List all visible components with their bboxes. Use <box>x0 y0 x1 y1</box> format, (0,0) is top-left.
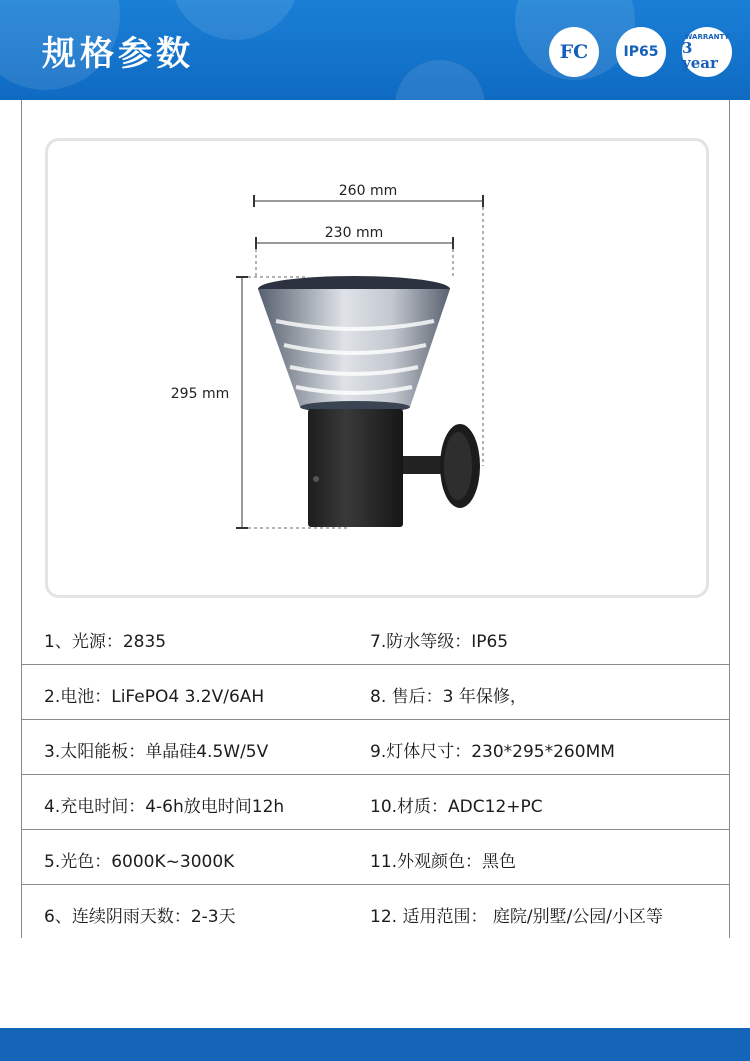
table-row <box>21 775 729 830</box>
page-footer-bar <box>0 1028 750 1061</box>
warranty-years: 3 year <box>682 39 718 72</box>
spec-waterproof: 7.防水等级：IP65 <box>370 632 509 652</box>
page-title: 规格参数 <box>42 34 194 74</box>
dimension-outer-width-label: 260 mm <box>338 183 398 199</box>
spec-body-color: 11.外观颜色：黑色 <box>370 852 517 872</box>
table-row <box>21 665 729 720</box>
warranty-badge-icon <box>682 27 732 77</box>
spec-dimensions: 9.灯体尺寸：230*295*260MM <box>370 742 615 762</box>
spec-solar-panel: 3.太阳能板：单晶硅4.5W/5V <box>44 742 269 762</box>
header-bubble-decoration <box>395 60 485 100</box>
table-row <box>21 830 729 885</box>
dimension-height-label: 295 mm <box>170 386 230 402</box>
lamp-dimension-diagram <box>48 141 706 595</box>
table-row <box>21 720 729 775</box>
dimension-inner-width <box>256 225 453 276</box>
product-image-panel <box>45 138 709 598</box>
spec-light-source: 1、光源：2835 <box>44 632 167 652</box>
table-row <box>21 885 729 939</box>
spec-material: 10.材质：ADC12+PC <box>370 797 543 817</box>
table-row <box>21 610 729 665</box>
spec-rainy-days: 6、连续阴雨天数：2-3天 <box>44 907 236 927</box>
spec-warranty: 8. 售后：3 年保修， <box>370 687 527 707</box>
spec-battery: 2.电池：LiFePO4 3.2V/6AH <box>44 687 265 707</box>
spec-table <box>21 610 729 939</box>
fc-certification-icon: FC <box>549 27 599 77</box>
spec-application: 12. 适用范围： 庭院/别墅/公园/小区等 <box>370 907 664 927</box>
spec-charging-time: 4.充电时间：4-6h放电时间12h <box>44 797 285 817</box>
ip65-badge-icon: IP65 <box>616 27 666 77</box>
warranty-label: WARRANTY <box>684 33 730 41</box>
lamp-shade <box>258 276 450 413</box>
dimension-inner-width-label: 230 mm <box>324 225 384 241</box>
spec-light-color: 5.光色：6000K~3000K <box>44 852 235 872</box>
lamp-body <box>308 409 480 527</box>
page-header <box>0 0 750 100</box>
